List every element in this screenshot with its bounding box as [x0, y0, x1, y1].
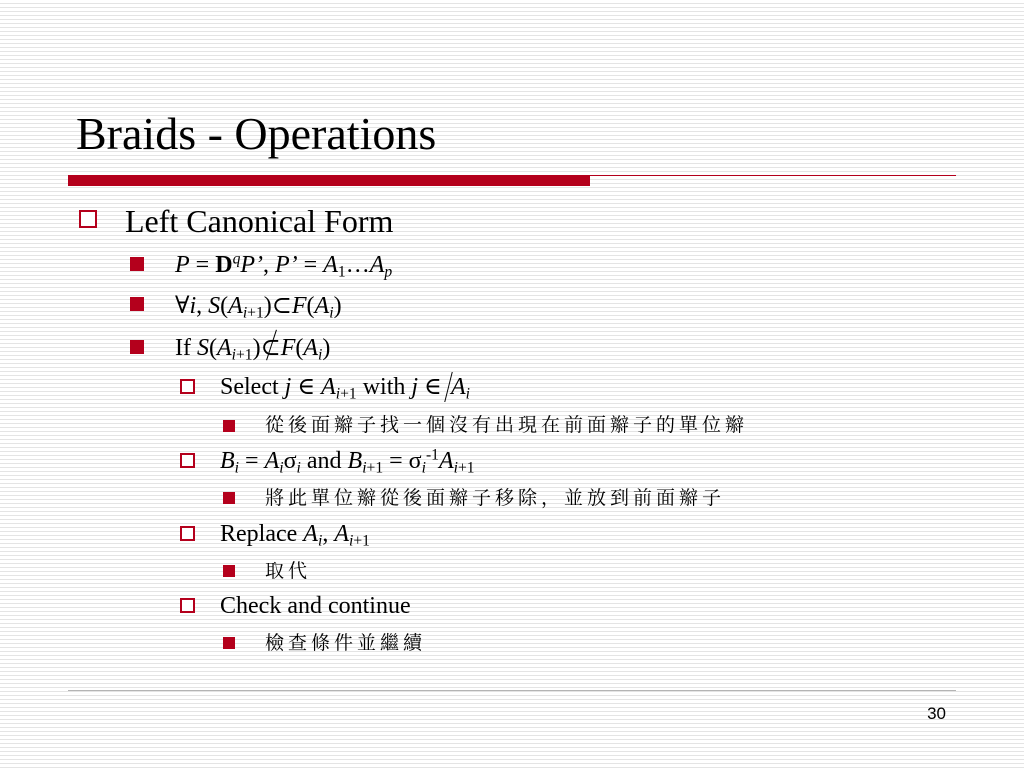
step-replace: Replace $A_i$, $A_{i+1}$: [220, 521, 370, 550]
hollow-square-bullet-icon: [180, 453, 195, 468]
solid-square-bullet-icon: [130, 257, 144, 271]
note-find-unit-braid: 從後面辮子找一個沒有出現在前面辮子的單位辮: [265, 414, 749, 436]
hollow-square-bullet-icon: [79, 210, 97, 228]
hollow-square-bullet-icon: [180, 379, 195, 394]
formula-if-not-subset: If $S(A_{i+1})\subset F(A_i)$: [175, 335, 331, 364]
slide-title: Braids - Operations: [76, 108, 437, 159]
footer-rule: [68, 690, 956, 691]
hollow-square-bullet-icon: [180, 598, 195, 613]
solid-square-bullet-icon: [223, 565, 235, 577]
note-replace: 取代: [265, 560, 312, 582]
solid-square-bullet-icon: [130, 297, 144, 311]
formula-condition: ∀i, $S(A_{i+1})\subset F(A_i)$: [175, 293, 342, 322]
solid-square-bullet-icon: [223, 420, 235, 432]
formula-p-decomposition: $P = D^qP$’, P’ = $A_1\dots A_p$: [175, 250, 393, 281]
bullet-left-canonical-form: Left Canonical Form: [125, 203, 394, 239]
title-underline-rule: [590, 175, 956, 176]
page-number: 30: [927, 704, 946, 723]
solid-square-bullet-icon: [223, 492, 235, 504]
step-select-j: Select j ∈ $A_{i+1}$ with j ∈ $A_i$: [220, 372, 470, 402]
hollow-square-bullet-icon: [180, 526, 195, 541]
step-check-continue: Check and continue: [220, 593, 411, 619]
solid-square-bullet-icon: [223, 637, 235, 649]
note-move-unit-braid: 將此單位辮從後面辮子移除，並放到前面辮子: [265, 487, 726, 509]
solid-square-bullet-icon: [130, 340, 144, 354]
title-underline-bar: [68, 175, 590, 186]
note-check: 檢查條件並繼續: [265, 632, 427, 654]
step-b-formula: $B_i = A_i\sigma_i$ and $B_{i+1} = \sigma_i^{-1}A_{i+1}$: [220, 446, 475, 477]
